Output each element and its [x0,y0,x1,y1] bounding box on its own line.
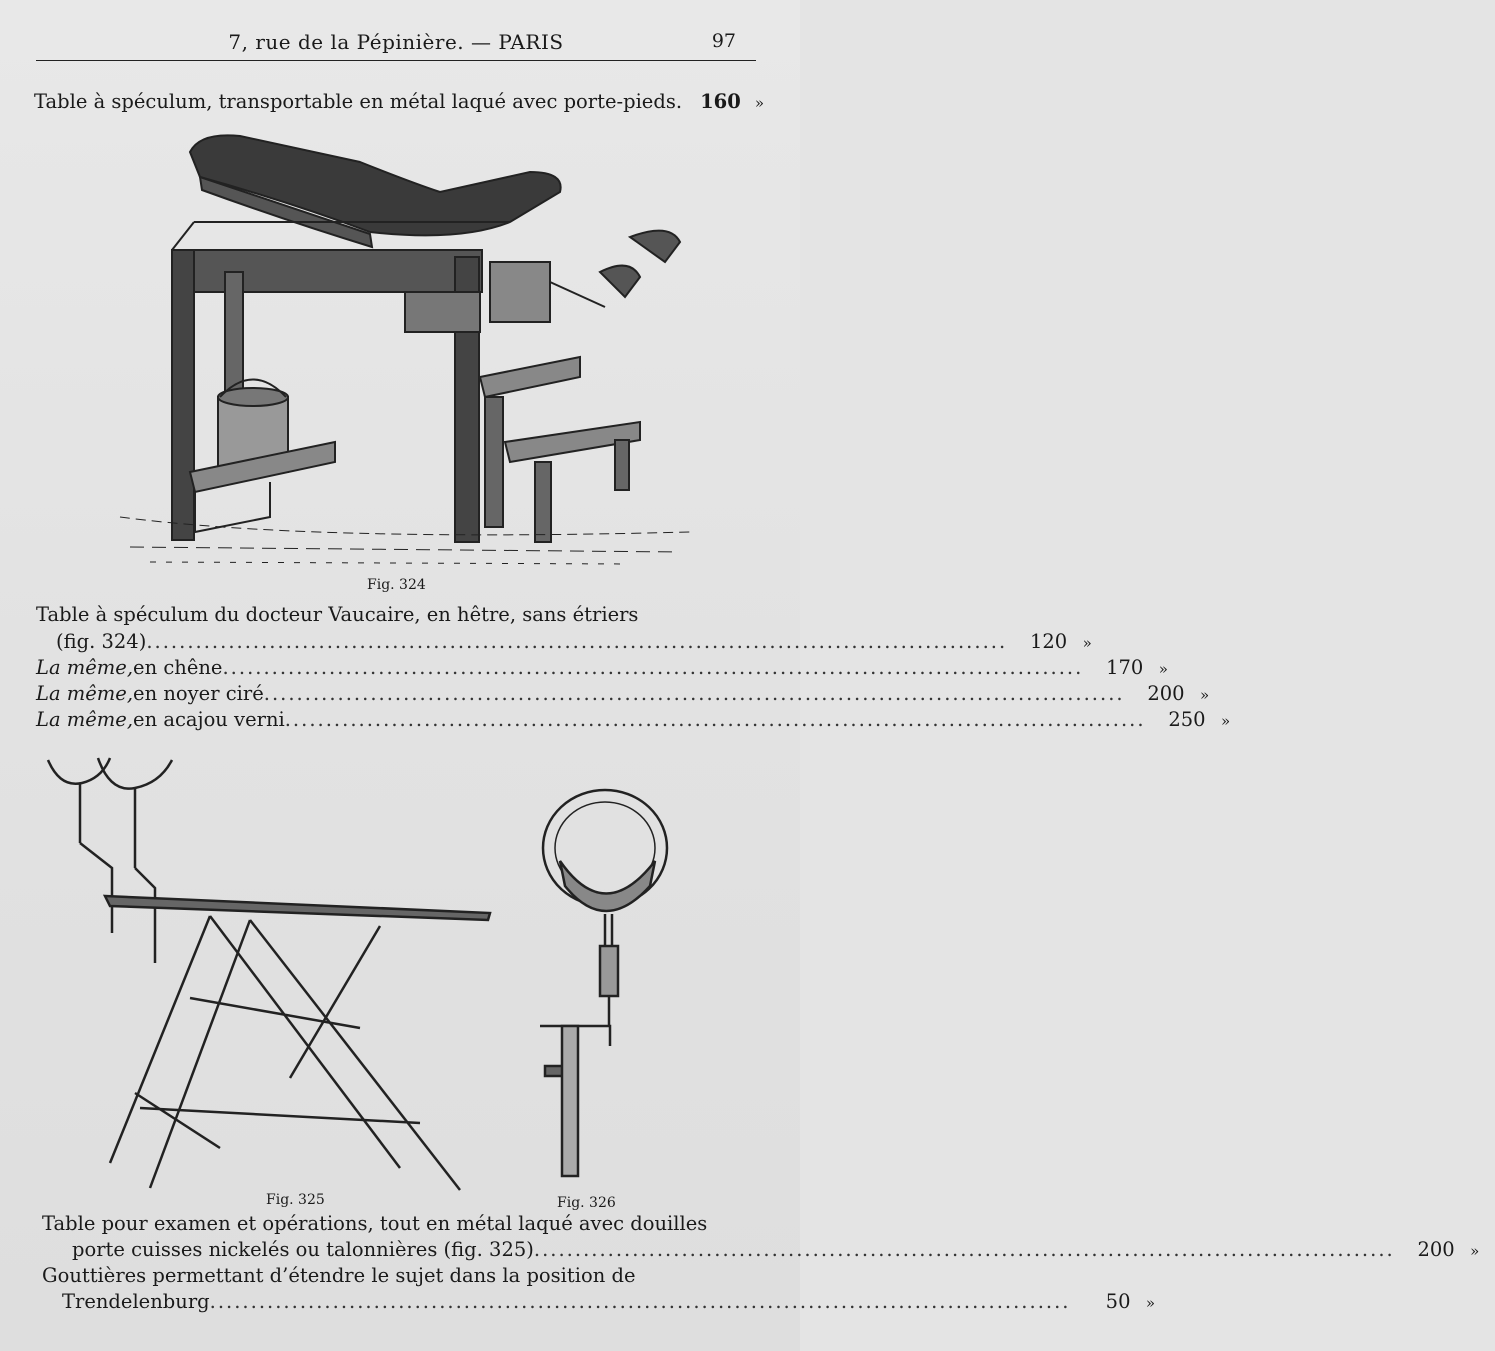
item-price: 200 [1147,682,1185,705]
item-price: 250 [1168,708,1206,731]
item-acajou [36,708,1231,731]
item-suffix: » [1200,686,1210,704]
item-price: 120 [1029,630,1068,653]
leader-dots: ......................................................................................................... [284,708,1146,731]
item-suffix: » [1470,1242,1480,1260]
item-italic: La même, [36,682,134,705]
item-suffix: » [1082,634,1092,652]
item-speculum-metal [34,90,764,113]
item-label: en acajou verni [133,708,285,731]
page-header [36,30,756,61]
item-price: 50 [1105,1290,1131,1313]
heel-rest-illustration [530,786,680,1176]
item-suffix: » [754,94,764,112]
item-price: 170 [1106,656,1144,679]
item-label: porte cuisses nickelés ou talonnières (fig. 325) [72,1238,534,1261]
item-examen-line1: Table pour examen et opérations, tout en métal laqué avec douilles [42,1212,708,1235]
item-italic: La même, [36,708,134,731]
item-label: Trendelenburg [62,1290,210,1313]
item-price: 200 [1417,1238,1455,1261]
item-examen [72,1238,1480,1261]
item-noyer [36,682,1210,705]
leader-dots: ......................................................................................................... [222,656,1084,679]
item-label: en chêne [133,656,223,679]
item-vaucaire-line1: Table à spéculum du docteur Vaucaire, en hêtre, sans étriers [36,603,639,626]
speculum-table-illustration [110,122,710,582]
item-label: (fig. 324) [56,630,147,653]
operating-table-illustration [40,748,510,1198]
item-label: en noyer ciré [133,682,264,705]
item-gouttieres-line1: Gouttières permettant d’étendre le sujet dans la position de [42,1264,636,1287]
fig-324-caption: Fig. 324 [367,577,426,593]
item-vaucaire [56,630,1092,653]
leader-dots: ......................................................................................................... [146,630,1008,653]
item-price: 160 [700,90,741,113]
fig-326-caption: Fig. 326 [557,1195,616,1211]
item-suffix: » [1220,712,1231,730]
item-label: Table à spéculum, transportable en métal laqué avec porte-pieds. [34,90,683,113]
page-number: 97 [711,30,736,52]
page-title: 7, rue de la Pépinière. — PARIS [228,30,564,54]
item-suffix: » [1158,660,1168,678]
leader-dots: ......................................................................................................... [209,1290,1071,1313]
item-gouttieres [62,1290,1156,1313]
item-suffix: » [1145,1294,1156,1312]
fig-325-caption: Fig. 325 [266,1192,325,1208]
item-italic: La même, [36,656,134,679]
leader-dots: ......................................................................................................... [533,1238,1395,1261]
leader-dots: ......................................................................................................... [263,682,1125,705]
item-chene [36,656,1168,679]
